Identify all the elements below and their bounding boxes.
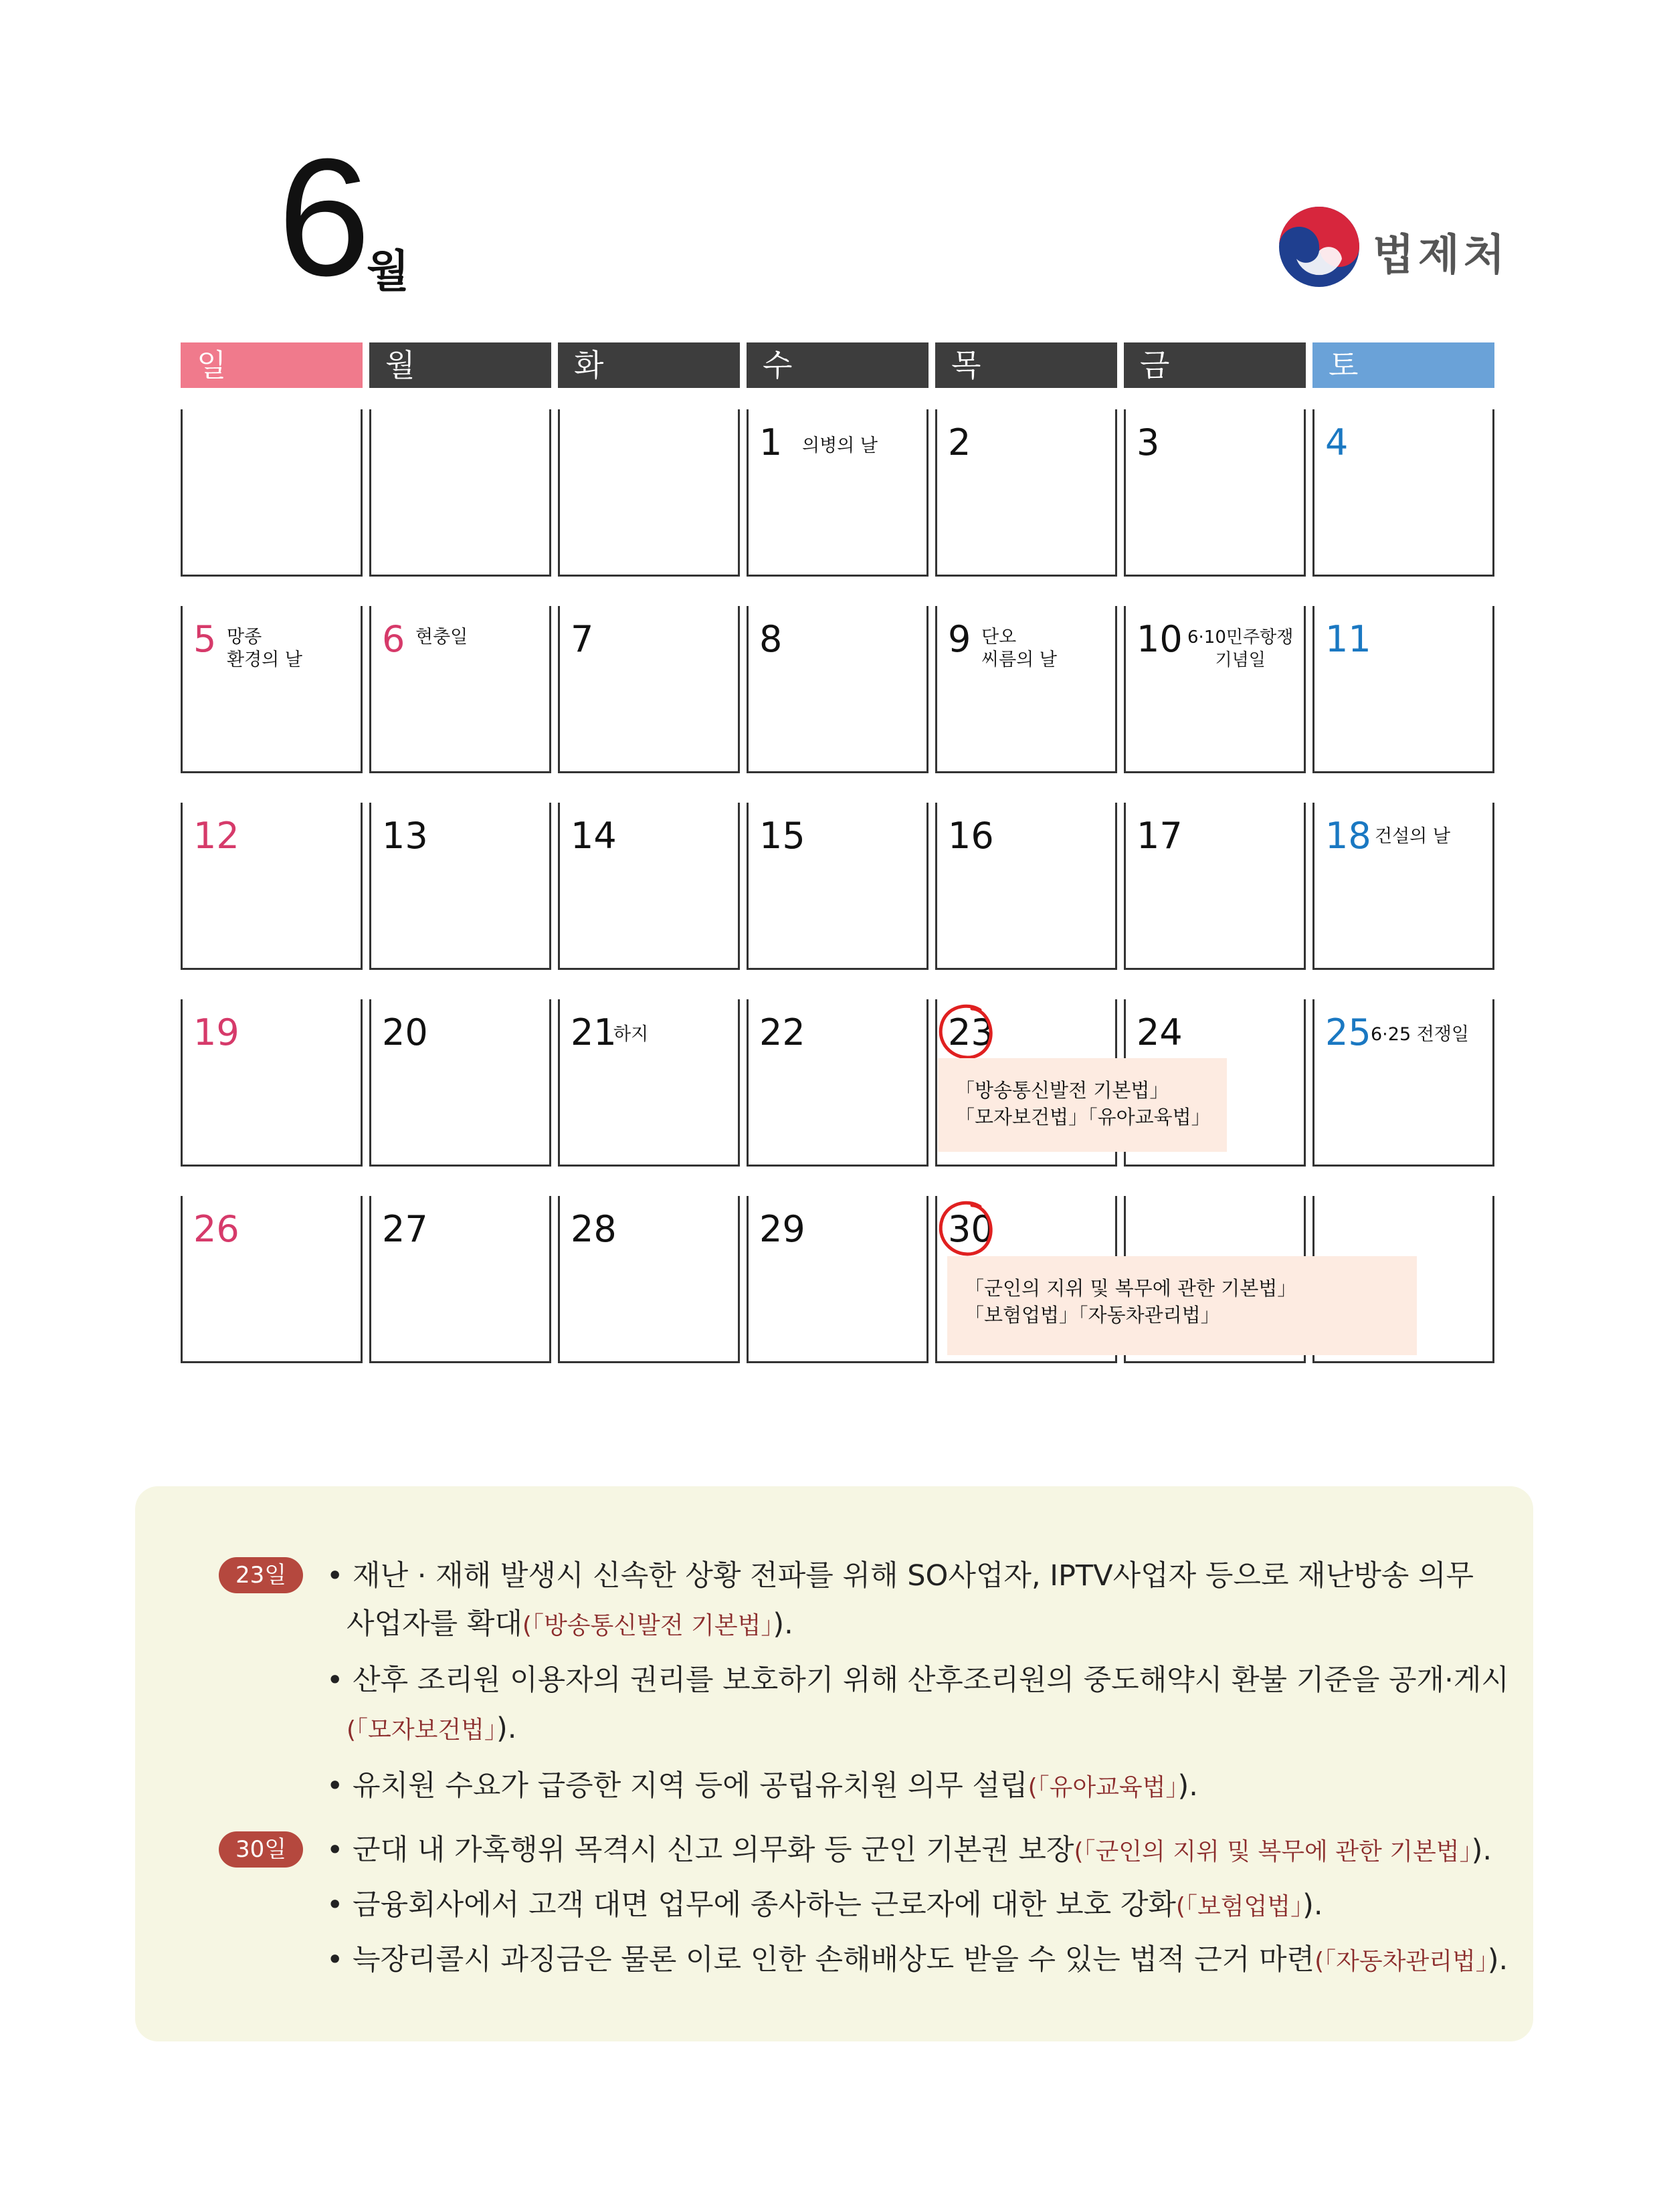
detail-item bbox=[326, 1934, 1508, 1987]
day-note: 6·25 전쟁일 bbox=[1371, 1024, 1469, 1045]
calendar-cell-28 bbox=[558, 1196, 740, 1363]
weekday-wed: 수 bbox=[747, 342, 929, 388]
day-number: 27 bbox=[382, 1208, 428, 1250]
day-number: 20 bbox=[382, 1011, 428, 1053]
day-number: 24 bbox=[1137, 1011, 1183, 1053]
day-number: 28 bbox=[571, 1208, 617, 1250]
date-badge-30: 30일 bbox=[219, 1831, 303, 1868]
law-box-30 bbox=[947, 1256, 1417, 1355]
calendar-cell-empty bbox=[181, 409, 363, 577]
day-number: 5 bbox=[193, 618, 217, 660]
day-number: 21 bbox=[571, 1011, 617, 1053]
day-number: 30 bbox=[948, 1208, 994, 1250]
month-number: 6 bbox=[278, 124, 366, 310]
bullet-icon: • bbox=[326, 1769, 353, 1803]
calendar-cell-11 bbox=[1312, 606, 1494, 773]
calendar-cell-empty bbox=[558, 409, 740, 577]
calendar-cell-4 bbox=[1312, 409, 1494, 577]
law-reference: (「보험업법」 bbox=[1175, 1893, 1303, 1920]
day-number: 7 bbox=[571, 618, 594, 660]
law-box-line: 「모자보건법」「유아교육법」 bbox=[955, 1106, 1211, 1128]
day-number: 12 bbox=[193, 815, 239, 857]
detail-text: 군대 내 가혹행위 목격시 신고 의무화 등 군인 기본권 보장 bbox=[353, 1833, 1074, 1867]
calendar-cell-7 bbox=[558, 606, 740, 773]
bullet-icon: • bbox=[326, 1888, 353, 1922]
law-box-line: 「군인의 지위 및 복무에 관한 기본법」 bbox=[965, 1277, 1297, 1300]
calendar-cell-20 bbox=[369, 999, 551, 1167]
day-number: 25 bbox=[1325, 1011, 1371, 1053]
bullet-icon: • bbox=[326, 1559, 353, 1593]
calendar-cell-8 bbox=[747, 606, 929, 773]
day-note: 단오 씨름의 날 bbox=[981, 627, 1057, 670]
day-number: 11 bbox=[1325, 618, 1371, 660]
calendar-cell-14 bbox=[558, 803, 740, 970]
detail-item bbox=[326, 1550, 1474, 1601]
law-box-line: 「보험업법」「자동차관리법」 bbox=[965, 1304, 1220, 1326]
day-number: 22 bbox=[759, 1011, 805, 1053]
calendar-cell-3 bbox=[1124, 409, 1306, 577]
date-badge-23: 23일 bbox=[219, 1557, 303, 1593]
day-number: 2 bbox=[948, 421, 971, 464]
calendar-cell-22 bbox=[747, 999, 929, 1167]
day-number: 14 bbox=[571, 815, 617, 857]
calendar-cell-5 bbox=[181, 606, 363, 773]
day-note: 하지 bbox=[613, 1024, 649, 1045]
detail-item-cont bbox=[347, 1599, 793, 1651]
calendar-cell-29 bbox=[747, 1196, 929, 1363]
weekday-fri: 금 bbox=[1124, 342, 1306, 388]
calendar-cell-18 bbox=[1312, 803, 1494, 970]
day-number: 26 bbox=[193, 1208, 239, 1250]
calendar-cell-27 bbox=[369, 1196, 551, 1363]
day-note: 건설의 날 bbox=[1375, 826, 1450, 847]
day-number: 3 bbox=[1137, 421, 1160, 464]
day-number: 17 bbox=[1137, 815, 1183, 857]
detail-item bbox=[326, 1655, 1509, 1706]
detail-item-cont bbox=[347, 1703, 516, 1756]
day-number: 18 bbox=[1325, 815, 1371, 857]
weekday-mon: 월 bbox=[369, 342, 551, 388]
law-reference: (「군인의 지위 및 복무에 관한 기본법」 bbox=[1074, 1838, 1472, 1866]
weekday-sun: 일 bbox=[181, 342, 363, 388]
calendar-cell-empty bbox=[369, 409, 551, 577]
day-number: 10 bbox=[1137, 618, 1183, 660]
day-number: 1 bbox=[759, 421, 783, 464]
day-note: 의병의 날 bbox=[802, 435, 878, 456]
calendar-cell-25 bbox=[1312, 999, 1494, 1167]
day-note: 현충일 bbox=[415, 627, 468, 647]
calendar-cell-9 bbox=[935, 606, 1117, 773]
day-number: 23 bbox=[948, 1011, 994, 1053]
calendar-cell-26 bbox=[181, 1196, 363, 1363]
law-reference: (「유아교육법」 bbox=[1028, 1774, 1178, 1801]
detail-item bbox=[326, 1825, 1492, 1878]
detail-end: ). bbox=[1177, 1769, 1198, 1803]
bullet-icon: • bbox=[326, 1943, 353, 1977]
calendar-cell-10 bbox=[1124, 606, 1306, 773]
weekday-tue: 화 bbox=[558, 342, 740, 388]
calendar-cell-13 bbox=[369, 803, 551, 970]
day-number: 6 bbox=[382, 618, 405, 660]
detail-item bbox=[326, 1761, 1198, 1813]
weekday-thu: 목 bbox=[935, 342, 1117, 388]
detail-item bbox=[326, 1880, 1323, 1932]
calendar-cell-19 bbox=[181, 999, 363, 1167]
calendar-cell-17 bbox=[1124, 803, 1306, 970]
day-note: 6·10민주항쟁 기념일 bbox=[1187, 627, 1294, 670]
law-box-23 bbox=[938, 1058, 1227, 1152]
bullet-icon: • bbox=[326, 1664, 353, 1697]
highlight-circle-icon bbox=[933, 1197, 997, 1262]
law-box-line: 「방송통신발전 기본법」 bbox=[955, 1079, 1169, 1102]
weekday-sat: 토 bbox=[1312, 342, 1494, 388]
day-number: 29 bbox=[759, 1208, 805, 1250]
day-number: 16 bbox=[948, 815, 994, 857]
calendar-cell-1 bbox=[747, 409, 929, 577]
highlight-circle-icon bbox=[933, 1001, 997, 1065]
detail-end: ). bbox=[1471, 1833, 1492, 1867]
calendar-cell-2 bbox=[935, 409, 1117, 577]
day-number: 8 bbox=[759, 618, 783, 660]
detail-text: 사업자를 확대 bbox=[347, 1607, 522, 1641]
taegeuk-logo-icon bbox=[1276, 204, 1362, 290]
day-number: 19 bbox=[193, 1011, 239, 1053]
detail-text: 유치원 수요가 급증한 지역 등에 공립유치원 의무 설립 bbox=[353, 1769, 1028, 1803]
bullet-icon: • bbox=[326, 1833, 353, 1867]
calendar-cell-21 bbox=[558, 999, 740, 1167]
calendar-cell-16 bbox=[935, 803, 1117, 970]
day-number: 13 bbox=[382, 815, 428, 857]
calendar-cell-12 bbox=[181, 803, 363, 970]
detail-text: 늑장리콜시 과징금은 물론 이로 인한 손해배상도 받을 수 있는 법적 근거 마련 bbox=[353, 1943, 1315, 1977]
detail-end: ). bbox=[773, 1607, 793, 1641]
detail-text: 금융회사에서 고객 대면 업무에 종사하는 근로자에 대한 보호 강화 bbox=[353, 1888, 1176, 1922]
day-number: 15 bbox=[759, 815, 805, 857]
detail-text: 재난 · 재해 발생시 신속한 상황 전파를 위해 SO사업자, IPTV사업자 등으로 재난방송 의무 bbox=[353, 1559, 1474, 1593]
day-number: 4 bbox=[1325, 421, 1349, 464]
day-note: 망종 환경의 날 bbox=[227, 627, 302, 670]
detail-end: ). bbox=[1302, 1888, 1323, 1922]
detail-end: ). bbox=[1487, 1943, 1508, 1977]
detail-text: 산후 조리원 이용자의 권리를 보호하기 위해 산후조리원의 중도해약시 환불 기준을 공개·게시 bbox=[353, 1664, 1509, 1697]
law-reference: (「모자보건법」 bbox=[347, 1716, 496, 1744]
law-reference: (「자동차관리법」 bbox=[1314, 1948, 1488, 1975]
detail-end: ). bbox=[496, 1712, 517, 1745]
logo-text: 법제처 bbox=[1373, 231, 1509, 280]
calendar-cell-15 bbox=[747, 803, 929, 970]
day-number: 9 bbox=[948, 618, 971, 660]
month-suffix: 월 bbox=[367, 245, 409, 297]
calendar-cell-6 bbox=[369, 606, 551, 773]
law-reference: (「방송통신발전 기본법」 bbox=[522, 1612, 773, 1639]
